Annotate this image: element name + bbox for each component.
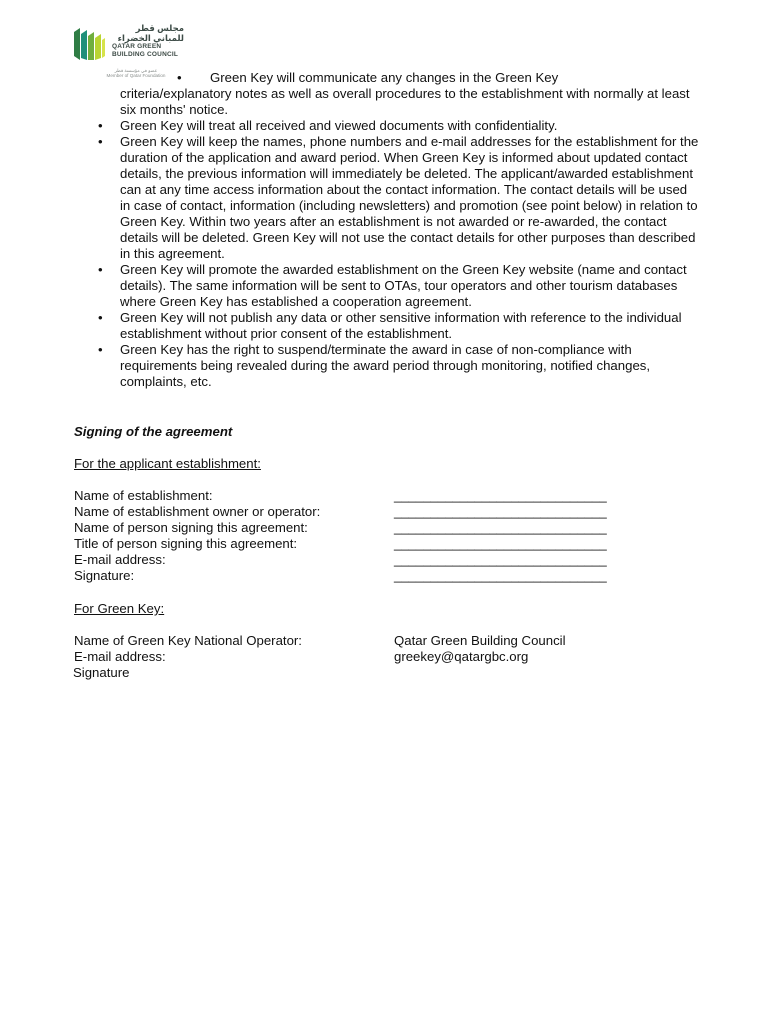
- form-row: [73, 665, 614, 681]
- establishment-name-blank[interactable]: _____________________________: [394, 488, 607, 503]
- form-row: [74, 536, 614, 552]
- bullet-item-communicate-changes: [120, 70, 700, 118]
- green-key-fields: [74, 633, 614, 681]
- bullet-text-line-1: Green Key will communicate any changes in the Green Key: [210, 70, 559, 85]
- bullet-dot-icon: •: [98, 342, 103, 357]
- form-row: [74, 488, 614, 504]
- field-label: Name of person signing this agreement:: [74, 520, 308, 535]
- green-key-email-value: greekey@qatargbc.org: [394, 649, 529, 664]
- list-item: [98, 310, 700, 342]
- list-item-text: Green Key will not publish any data or other sensitive information with reference to the individual establishment without prior consent of the establishment.: [120, 310, 682, 341]
- list-item: [98, 262, 700, 310]
- applicant-fields: [74, 488, 614, 584]
- field-label: Name of establishment owner or operator:: [74, 504, 321, 519]
- applicant-heading: For the applicant establishment:: [74, 456, 261, 471]
- logo-english-line-2: BUILDING COUNCIL: [112, 50, 179, 58]
- list-item: [98, 342, 700, 390]
- list-item-text: Green Key will keep the names, phone numbers and e-mail addresses for the establishment for the duration of the application and award period. When Green Key is informed about updated contact details, the previous information will immediately be deleted. The applicant/awarded establishment can at any time access information about the contact information. The contact details will be used in case of contact, information (including newsletters) and promotion (see point below) in relation to Green Key. Within two years after an establishment is not awarded or re-awarded, the contact details will be deleted. Green Key will not use the contact details for other purposes than described in this agreement.: [120, 134, 699, 261]
- national-operator-value: Qatar Green Building Council: [394, 633, 566, 648]
- bullet-dot-icon: •: [98, 118, 103, 133]
- bullet-dot-icon: •: [98, 310, 103, 325]
- list-item: [98, 118, 700, 134]
- field-label: Signature:: [74, 568, 135, 583]
- signer-name-blank[interactable]: _____________________________: [394, 520, 607, 535]
- form-row: [74, 520, 614, 536]
- form-row: [74, 649, 614, 665]
- form-row: [74, 633, 614, 649]
- logo-wordmark: [112, 24, 184, 58]
- list-item-text: Green Key has the right to suspend/terminate the award in case of non-compliance with requirements being revealed during the award period through monitoring, notified changes, complaints, etc.: [120, 342, 651, 389]
- qatar-gbc-logo-mark-icon: [72, 26, 106, 62]
- signing-section-title: Signing of the agreement: [74, 424, 233, 439]
- logo-sub-english: Member of Qatar Foundation: [106, 73, 166, 79]
- green-key-heading: For Green Key:: [74, 601, 165, 616]
- owner-operator-blank[interactable]: _____________________________: [394, 504, 607, 519]
- signature-blank[interactable]: _____________________________: [394, 568, 607, 583]
- field-label: Title of person signing this agreement:: [74, 536, 298, 551]
- list-item-text: Green Key will promote the awarded establishment on the Green Key website (name and contact details). The same information will be sent to OTAs, tour operators and other tourism databases where Green Key has established a cooperation agreement.: [120, 262, 687, 309]
- logo-arabic-line-2: للمباني الخضراء: [117, 32, 184, 43]
- form-row: [74, 504, 614, 520]
- field-label: Signature: [73, 665, 130, 680]
- obligations-list: [98, 118, 700, 390]
- logo-english-line-1: QATAR GREEN: [112, 43, 162, 50]
- list-item-text: Green Key will treat all received and viewed documents with confidentiality.: [120, 118, 558, 133]
- form-row: [74, 552, 614, 568]
- list-item: [98, 134, 700, 262]
- email-blank[interactable]: _____________________________: [394, 552, 607, 567]
- field-label: E-mail address:: [74, 552, 166, 567]
- signer-title-blank[interactable]: _____________________________: [394, 536, 607, 551]
- bullet-text-rest: criteria/explanatory notes as well as overall procedures to the establishment with normally at least six months' notice.: [120, 86, 690, 117]
- bullet-dot-icon: •: [98, 262, 103, 277]
- bullet-dot-icon: •: [98, 134, 103, 149]
- logo-sub-arabic: عضو في مؤسسة قطر: [114, 68, 158, 73]
- field-label: E-mail address:: [74, 649, 166, 664]
- field-label: Name of establishment:: [74, 488, 213, 503]
- logo-arabic-line-1: مجلس قطر: [135, 23, 184, 33]
- field-label: Name of Green Key National Operator:: [74, 633, 302, 648]
- bullet-dot-icon: •: [177, 70, 182, 85]
- form-row: [74, 568, 614, 584]
